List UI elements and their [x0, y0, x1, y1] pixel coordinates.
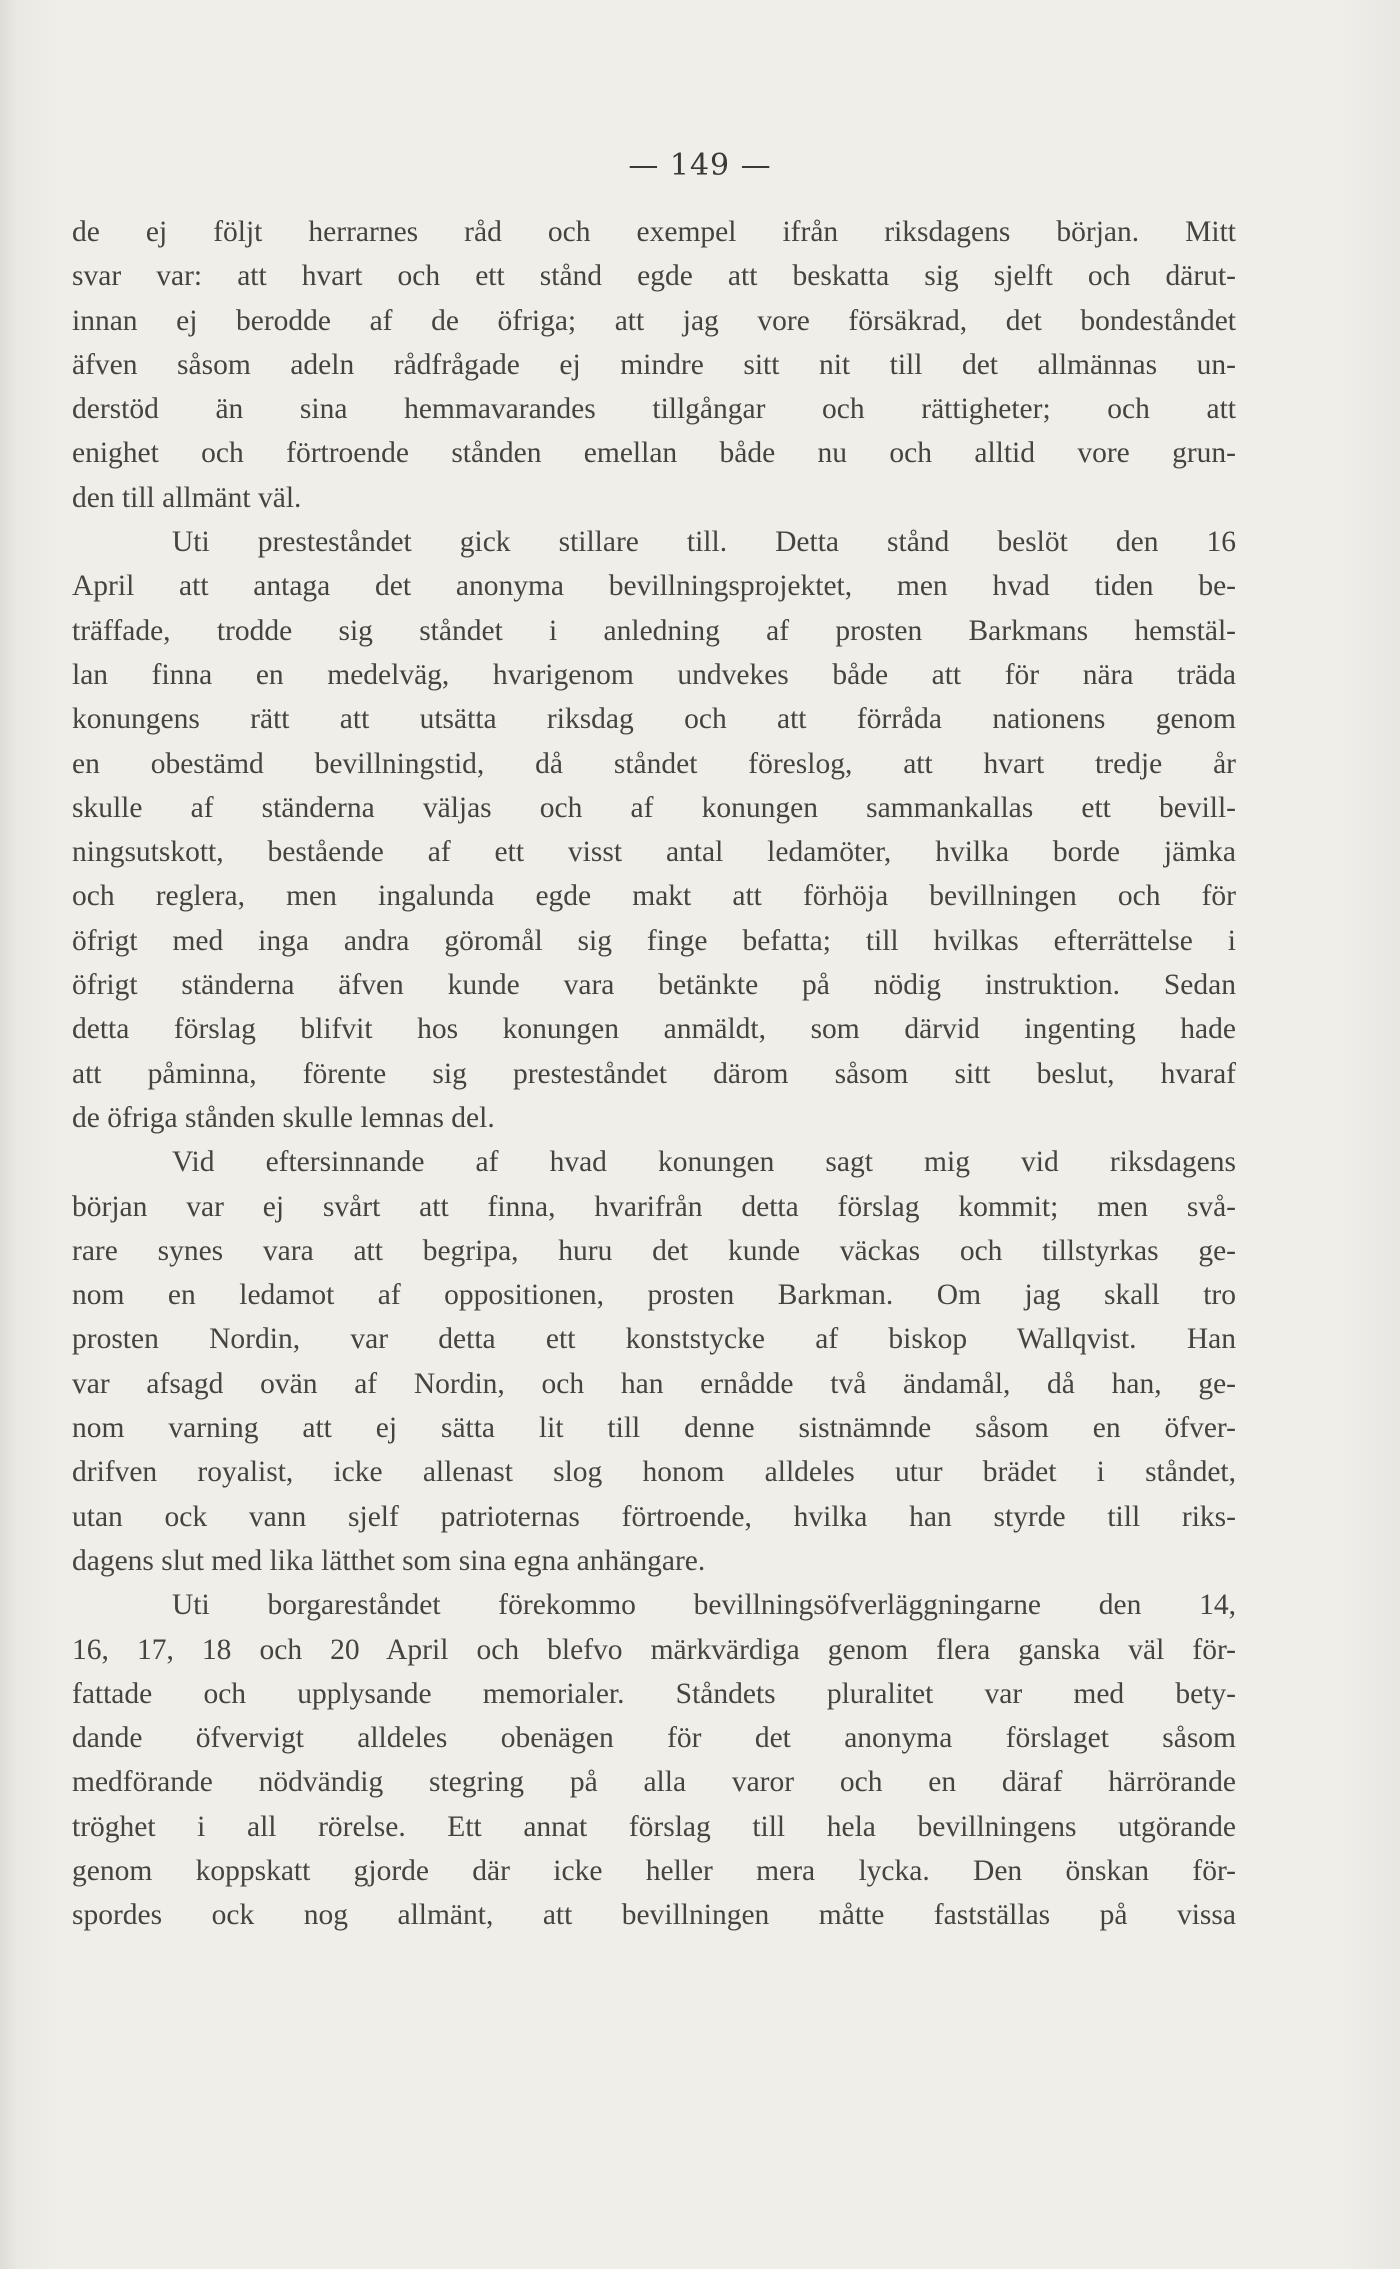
text-line: skulle af ständerna väljas och af konungen sammankallas ett bevill-	[72, 791, 1236, 824]
text-line: Uti borgareståndet förekommo bevillningsöfverläggningarne den 14,	[172, 1589, 1236, 1622]
text-line: de ej följt herrarnes råd och exempel ifrån riksdagens början. Mitt	[72, 216, 1236, 248]
text-line: nom varning att ej sätta lit till denne sistnämnde såsom en öfver-	[72, 1412, 1236, 1445]
text-line: enighet och förtroende stånden emellan både nu och alltid vore grun-	[72, 437, 1236, 470]
text-line: prosten Nordin, var detta ett konststycke af biskop Wallqvist. Han	[72, 1323, 1236, 1356]
text-line: tröghet i all rörelse. Ett annat förslag till hela bevillningens utgörande	[72, 1810, 1236, 1843]
text-line: drifven royalist, icke allenast slog honom alldeles utur brädet i ståndet,	[72, 1456, 1236, 1489]
text-line: konungens rätt att utsätta riksdag och att förråda nationens genom	[72, 703, 1236, 736]
text-line: genom koppskatt gjorde där icke heller mera lycka. Den önskan för-	[72, 1854, 1236, 1887]
text-line: öfrigt ständerna äfven kunde vara betänkte på nödig instruktion. Sedan	[72, 969, 1236, 1002]
text-line: en obestämd bevillningstid, då ståndet föreslog, att hvart tredje år	[72, 747, 1236, 780]
text-line: de öfriga stånden skulle lemnas del.	[72, 1101, 495, 1134]
text-line: medförande nödvändig stegring på alla varor och en däraf härrörande	[72, 1766, 1236, 1799]
text-line: 16, 17, 18 och 20 April och blefvo märkvärdiga genom flera ganska väl för-	[72, 1633, 1236, 1666]
body-text	[72, 210, 1236, 1938]
text-line: lan finna en medelväg, hvarigenom undvekes både att för nära träda	[72, 658, 1236, 691]
text-line: svar var: att hvart och ett stånd egde att beskatta sig sjelft och därut-	[72, 260, 1236, 293]
text-line: dande öfvervigt alldeles obenägen för det anonyma förslaget såsom	[72, 1722, 1236, 1755]
text-line: rare synes vara att begripa, huru det kunde väckas och tillstyrkas ge-	[72, 1234, 1236, 1267]
text-line: äfven såsom adeln rådfrågade ej mindre sitt nit till det allmännas un-	[72, 348, 1236, 381]
text-line: innan ej berodde af de öfriga; att jag vore försäkrad, det bondeståndet	[72, 304, 1236, 337]
text-line: April att antaga det anonyma bevillningsprojektet, men hvad tiden be-	[72, 570, 1236, 603]
text-line: dagens slut med lika lätthet som sina egna anhängare.	[72, 1544, 706, 1577]
text-line: fattade och upplysande memorialer. Ståndets pluralitet var med bety-	[72, 1677, 1236, 1710]
text-line: ningsutskott, bestående af ett visst antal ledamöter, hvilka borde jämka	[72, 836, 1236, 869]
text-line: derstöd än sina hemmavarandes tillgångar och rättigheter; och att	[72, 393, 1236, 426]
text-line: utan ock vann sjelf patrioternas förtroende, hvilka han styrde till riks-	[72, 1500, 1236, 1533]
text-line: var afsagd ovän af Nordin, och han ernådde två ändamål, då han, ge-	[72, 1367, 1236, 1400]
text-line: detta förslag blifvit hos konungen anmäldt, som därvid ingenting hade	[72, 1013, 1236, 1046]
text-line: Uti presteståndet gick stillare till. Detta stånd beslöt den 16	[172, 526, 1236, 559]
text-line: den till allmänt väl.	[72, 481, 302, 514]
text-line: öfrigt med inga andra göromål sig finge befatta; till hvilkas efterrättelse i	[72, 924, 1236, 957]
text-line: början var ej svårt att finna, hvarifrån detta förslag kommit; men svå-	[72, 1190, 1236, 1223]
text-line: Vid eftersinnande af hvad konungen sagt mig vid riksdagens	[172, 1146, 1236, 1179]
text-line: och reglera, men ingalunda egde makt att förhöja bevillningen och för	[72, 880, 1236, 913]
text-line: att påminna, förente sig presteståndet därom såsom sitt beslut, hvaraf	[72, 1057, 1236, 1090]
page-number: — 149 —	[628, 148, 772, 183]
text-line: nom en ledamot af oppositionen, prosten Barkman. Om jag skall tro	[72, 1279, 1236, 1312]
text-line: träffade, trodde sig ståndet i anledning af prosten Barkmans hemstäl-	[72, 614, 1236, 647]
text-line: spordes ock nog allmänt, att bevillningen måtte fastställas på vissa	[72, 1899, 1236, 1932]
